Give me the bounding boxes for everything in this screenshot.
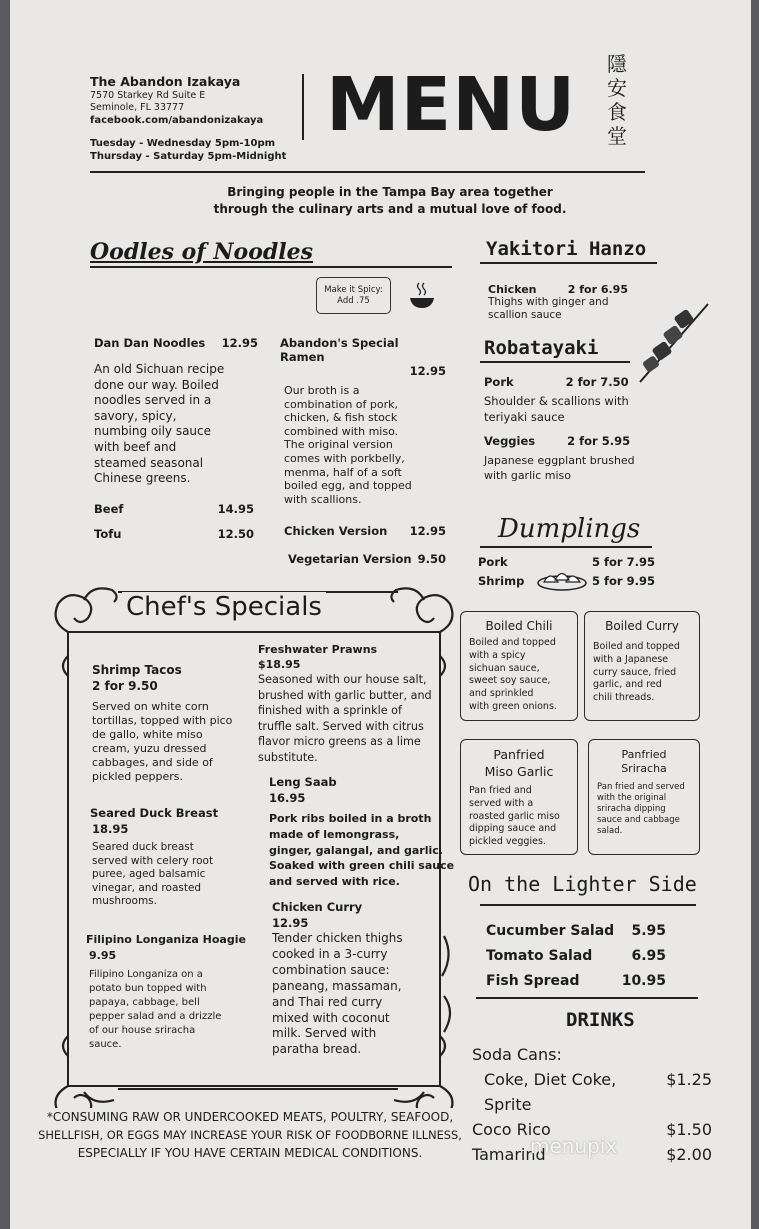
lighter-list	[486, 919, 666, 994]
disclaimer-line: ESPECIALLY IF YOU HAVE CERTAIN MEDICAL CONDITIONS.	[77, 1146, 423, 1160]
item-price: $18.95	[258, 658, 301, 671]
dumplings-heading: Dumplings	[498, 514, 641, 544]
desc-line: truffle salt. Served with citrus	[258, 719, 424, 733]
item-name: Freshwater Prawns	[258, 643, 378, 656]
disclaimer-line: *CONSUMING RAW OR UNDERCOOKED MEATS, POULTRY, SEAFOOD,	[46, 1110, 454, 1124]
dumplings-shrimp-label: Shrimp	[478, 574, 525, 588]
item-price: 16.95	[269, 791, 306, 805]
item-name: Fish Spread	[486, 973, 580, 989]
kanji-char: 安	[607, 76, 627, 100]
desc-line: pepper salad and a drizzle	[89, 1011, 222, 1022]
ramen-price: 12.95	[409, 364, 446, 378]
special-shrimp-tacos	[92, 662, 260, 784]
lighter-item	[486, 919, 666, 944]
desc-line: Boiled and topped	[469, 637, 556, 648]
ramen-name: Abandon's Special Ramen	[280, 336, 399, 364]
desc-line: cream, yuzu dressed	[92, 742, 207, 755]
desc-line: Served on white corn	[92, 700, 209, 713]
item-name: Shrimp Tacos	[92, 663, 182, 677]
dandan-name: Dan Dan Noodles	[94, 336, 206, 350]
desc-line: puree, aged balsamic	[92, 868, 206, 881]
tagline	[170, 184, 610, 218]
kanji-char: 堂	[607, 124, 627, 148]
dumpling-card-panfried-miso	[460, 739, 578, 855]
noodles-rule	[90, 266, 452, 268]
desc-line: done our way. Boiled	[94, 377, 219, 392]
desc-line: pickled peppers.	[92, 770, 183, 783]
ramen-chicken-label: Chicken Version	[284, 524, 388, 539]
dandan-desc	[94, 362, 258, 487]
desc-line: Chinese greens.	[94, 471, 191, 486]
desc-line: Pan fried and	[469, 785, 532, 796]
desc-line: and sprinkled	[469, 688, 534, 700]
desc-line: paneang, massaman,	[272, 978, 402, 993]
skewer-icon	[636, 300, 712, 386]
menu-page	[10, 0, 751, 1229]
desc-line: with beef and	[94, 439, 177, 454]
dumpling-card-panfried-sriracha	[588, 739, 700, 855]
desc-line: comes with porkbelly,	[284, 451, 405, 465]
desc-line: Pan fried and served	[597, 782, 685, 792]
drink-item	[472, 1067, 712, 1117]
card-title: Panfried	[493, 747, 545, 762]
desc-line: sauce.	[89, 1039, 122, 1050]
item-price: 2 for 9.50	[92, 679, 158, 693]
disclaimer-line: SHELLFISH, OR EGGS MAY INCREASE YOUR RISK OF FOODBORNE ILLNESS,	[38, 1128, 462, 1142]
item-price: 6.95	[631, 948, 666, 964]
desc-line: brushed with garlic butter, and	[258, 688, 432, 702]
desc-line: papaya, cabbage, bell	[89, 997, 200, 1008]
special-prawns	[258, 642, 454, 765]
desc-line: with scallions.	[284, 492, 362, 506]
desc-line: Tender chicken thighs	[272, 931, 403, 945]
item-price: $2.00	[666, 1145, 712, 1164]
item-price: 12.95	[272, 916, 309, 930]
ramen-desc	[284, 384, 446, 506]
desc-line: Shoulder & scallions with	[484, 394, 629, 408]
desc-line: chicken, & fish stock	[284, 411, 398, 425]
yakitori-chicken	[488, 283, 628, 321]
item-name: Cucumber Salad	[486, 923, 615, 939]
desc-line: numbing oily sauce	[94, 424, 212, 439]
facebook-link[interactable]: facebook.com/abandonizakaya	[90, 115, 264, 126]
yakitori-chicken-label: Chicken	[488, 283, 537, 296]
desc-line: cooked in a 3-curry	[272, 946, 388, 961]
card-title: Boiled Chili	[485, 619, 553, 633]
desc-line: Filipino Longaniza on a	[89, 969, 203, 980]
spicy-price: Add .75	[337, 296, 370, 306]
desc-line: and Thai red curry	[272, 994, 383, 1009]
dumpling-card-boiled-chili	[460, 611, 578, 721]
veggies-price: 2 for 5.95	[567, 434, 631, 448]
card-subtitle: Miso Garlic	[484, 764, 554, 779]
noodles-heading: Oodles of Noodles	[90, 239, 313, 265]
item-name: Seared Duck Breast	[90, 806, 219, 820]
desc-line: steamed seasonal	[94, 455, 204, 470]
dumplings-pork-price: 5 for 7.95	[592, 555, 655, 569]
desc-line: scallion sauce	[488, 308, 562, 321]
desc-line: flavor micro greens as a lime	[258, 735, 421, 748]
hours-line-1: Tuesday - Wednesday 5pm-10pm	[90, 138, 276, 149]
watermark: menupix	[530, 1134, 618, 1158]
noodle-bowl-icon	[408, 281, 436, 311]
desc-line: of our house sriracha	[89, 1025, 196, 1036]
dandan-price: 12.95	[221, 336, 258, 350]
robatayaki-heading: Robatayaki	[484, 337, 599, 359]
item-price: 5.95	[631, 923, 666, 939]
lighter-item	[486, 944, 666, 969]
desc-line: menma, half of a soft	[284, 465, 402, 479]
desc-line: with green onions.	[469, 700, 557, 712]
dumplings-rule	[480, 546, 652, 548]
dandan-beef-price: 14.95	[217, 501, 254, 516]
desc-line: Our broth is a	[284, 384, 360, 397]
drinks-heading: DRINKS	[566, 1009, 635, 1031]
special-leng-saab	[269, 774, 455, 890]
desc-line: mixed with coconut	[272, 1010, 390, 1025]
desc-line: cabbages, and side of	[92, 756, 213, 769]
dandan-tofu-price: 12.50	[217, 526, 254, 541]
disclaimer	[30, 1108, 470, 1162]
card-title: Panfried	[621, 748, 667, 761]
header-divider	[302, 74, 304, 140]
desc-line: paratha bread.	[272, 1042, 362, 1057]
ramen-item	[280, 336, 446, 566]
desc-line: chili threads.	[593, 692, 655, 704]
desc-line: sauce and cabbage	[597, 815, 680, 825]
lighter-heading: On the Lighter Side	[468, 872, 697, 896]
item-price: 9.95	[89, 949, 117, 962]
desc-line: Seasoned with our house salt,	[258, 673, 427, 686]
ramen-veg-price: 9.50	[417, 552, 446, 567]
desc-line: sriracha dipping	[597, 804, 666, 814]
card-title: Boiled Curry	[605, 619, 679, 633]
dandan-tofu-label: Tofu	[94, 526, 122, 541]
desc-line: Pork ribs boiled in a broth	[269, 812, 432, 825]
tagline-line-2: through the culinary arts and a mutual love of food.	[213, 202, 567, 216]
desc-line: curry sauce, fried	[593, 666, 677, 678]
desc-line: roasted garlic miso	[469, 810, 560, 822]
special-chicken-curry	[272, 899, 448, 1058]
hours-line-2: Thursday - Saturday 5pm-Midnight	[90, 151, 287, 162]
desc-line: Soaked with green chili sauce	[269, 859, 455, 873]
desc-line: vinegar, and roasted	[92, 881, 202, 894]
item-name: Leng Saab	[269, 775, 337, 789]
desc-line: sweet soy sauce,	[469, 675, 551, 687]
kanji-char: 食	[607, 100, 627, 124]
kanji-logo	[604, 52, 630, 148]
desc-line: Seared duck breast	[92, 841, 194, 853]
dumpling-plate-icon	[536, 566, 588, 592]
desc-line: The original version	[284, 438, 393, 452]
kanji-char: 隱	[607, 52, 627, 76]
lighter-rule-top	[480, 904, 696, 906]
desc-line: combination of pork,	[284, 397, 399, 411]
desc-line: Thighs with ginger and	[488, 296, 609, 308]
desc-line: boiled egg, and topped	[284, 479, 412, 493]
desc-line: teriyaki sauce	[484, 409, 565, 424]
lighter-item	[486, 969, 666, 994]
desc-line: with a Japanese	[593, 653, 669, 665]
pork-price: 2 for 7.50	[565, 375, 629, 389]
item-price: $1.25	[666, 1070, 712, 1089]
header-rule	[90, 171, 645, 173]
desc-line: with the original	[597, 793, 667, 803]
desc-line: milk. Served with	[272, 1026, 377, 1041]
yakitori-chicken-price: 2 for 6.95	[567, 283, 628, 296]
desc-line: An old Sichuan recipe	[94, 362, 225, 376]
desc-line: Japanese eggplant brushed	[484, 454, 635, 467]
item-price: $1.50	[666, 1120, 712, 1139]
desc-line: and served with rice.	[269, 875, 400, 889]
item-name: Tamarind	[472, 1145, 546, 1164]
desc-line: sichuan sauce,	[469, 662, 540, 674]
address-line-1: 7570 Starkey Rd Suite E	[90, 90, 206, 101]
yakitori-rule	[480, 262, 657, 264]
desc-line: served with a	[469, 797, 534, 809]
ramen-chicken-price: 12.95	[409, 524, 446, 539]
desc-line: de gallo, white miso	[92, 728, 203, 741]
item-name: Coke, Diet Coke, Sprite	[484, 1070, 617, 1114]
dumplings-shrimp-price: 5 for 9.95	[592, 574, 655, 588]
restaurant-info	[90, 74, 286, 163]
restaurant-name: The Abandon Izakaya	[90, 74, 241, 89]
desc-line: ginger, galangal, and garlic.	[269, 843, 443, 857]
spicy-box	[316, 277, 391, 314]
specials-heading: Chef's Specials	[122, 592, 326, 622]
address-line-2: Seminole, FL 33777	[90, 102, 185, 113]
ramen-veg-label: Vegetarian Version	[288, 552, 412, 567]
item-price: 10.95	[621, 973, 666, 989]
card-subtitle: Sriracha	[621, 762, 667, 775]
dumplings-pork-label: Pork	[478, 555, 508, 569]
desc-line: salad.	[597, 826, 623, 836]
desc-line: Boiled and topped	[593, 641, 680, 652]
desc-line: finished with a sprinkle of	[258, 704, 402, 717]
soda-label: Soda Cans:	[472, 1045, 562, 1064]
robatayaki-rule	[480, 361, 630, 363]
robatayaki-pork	[484, 375, 654, 483]
desc-line: substitute.	[258, 750, 318, 764]
spicy-label: Make it Spicy:	[324, 285, 383, 295]
desc-line: with a spicy	[469, 649, 526, 661]
desc-line: with garlic miso	[484, 468, 571, 482]
desc-line: savory, spicy,	[94, 408, 177, 423]
desc-line: served with celery root	[92, 854, 214, 867]
dandan-item	[94, 336, 258, 541]
desc-line: pickled veggies.	[469, 836, 546, 848]
desc-line: combined with miso.	[284, 424, 399, 438]
lighter-rule-bottom	[476, 997, 698, 999]
desc-line: tortillas, topped with pico	[92, 714, 233, 727]
dumpling-card-boiled-curry	[584, 611, 700, 721]
special-hoagie	[86, 932, 266, 1052]
desc-line: garlic, and red	[593, 679, 662, 691]
item-name: Tomato Salad	[486, 948, 593, 964]
desc-line: mushrooms.	[92, 895, 157, 908]
item-name: Chicken Curry	[272, 900, 363, 914]
desc-line: combination sauce:	[272, 962, 390, 977]
item-name: Coco Rico	[472, 1120, 551, 1139]
item-price: 18.95	[92, 822, 129, 836]
yakitori-heading: Yakitori Hanzo	[486, 238, 647, 260]
desc-line: made of lemongrass,	[269, 827, 400, 841]
item-name: Filipino Longaniza Hoagie	[86, 933, 246, 946]
desc-line: dipping sauce and	[469, 823, 557, 835]
pork-label: Pork	[484, 375, 514, 389]
dandan-beef-label: Beef	[94, 501, 124, 516]
desc-line: potato bun topped with	[89, 983, 207, 994]
menu-title: MENU	[326, 62, 577, 148]
veggies-label: Veggies	[484, 434, 536, 448]
special-duck	[90, 805, 260, 909]
tagline-line-1: Bringing people in the Tampa Bay area together	[227, 185, 553, 199]
desc-line: noodles served in a	[94, 393, 212, 408]
